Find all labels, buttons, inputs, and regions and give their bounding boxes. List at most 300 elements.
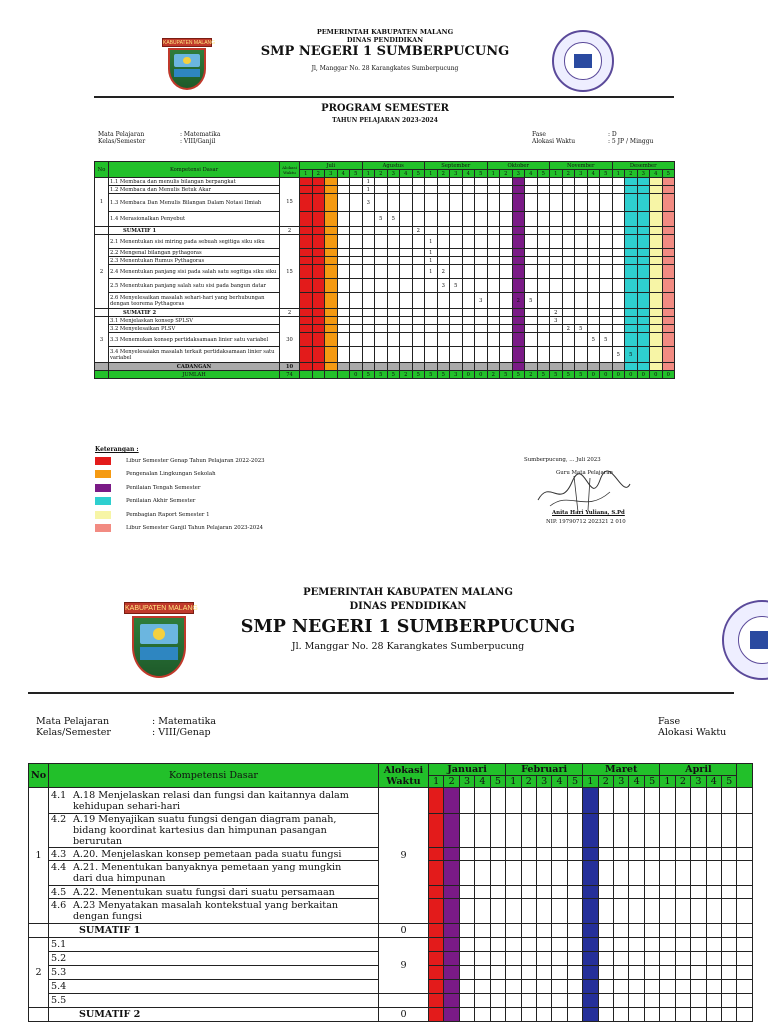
week-cell	[691, 814, 706, 848]
week-cell	[512, 212, 525, 227]
week-cell	[337, 249, 350, 257]
week-cell	[429, 994, 444, 1008]
week-cell	[537, 212, 550, 227]
week-cell	[598, 924, 613, 938]
week-cell	[512, 265, 525, 279]
week-cell: 5	[612, 347, 625, 363]
week-cell	[412, 257, 425, 265]
week-cell: 2	[550, 309, 563, 317]
week-cell	[521, 1008, 536, 1022]
extra-cell	[737, 788, 753, 814]
sign-place: Sumberpucung, ... Juli 2023	[524, 457, 601, 463]
kd-cell: 1.4 Merasionalkan Penyebut	[109, 212, 280, 227]
week-cell	[300, 293, 313, 309]
school-name-2: SMP NEGERI 1 SUMBERPUCUNG	[240, 617, 576, 637]
week-cell	[400, 265, 413, 279]
school-seal-logo-2	[722, 600, 768, 680]
alokasi-cell: 15	[280, 178, 300, 227]
week-cell	[722, 886, 737, 899]
week-cell	[536, 938, 551, 952]
week-cell	[706, 788, 721, 814]
week-cell	[412, 279, 425, 293]
week-cell	[644, 814, 659, 848]
week-cell	[462, 235, 475, 249]
alokasi-cell: 9	[379, 788, 429, 924]
week-cell	[650, 186, 663, 194]
week-cell	[706, 861, 721, 886]
week-cell	[600, 347, 613, 363]
week-cell	[487, 333, 500, 347]
week-cell	[575, 212, 588, 227]
week-cell	[600, 227, 613, 235]
school-address: Jl, Manggar No. 28 Karangkates Sumberpucung	[311, 65, 459, 72]
week-cell	[444, 938, 459, 952]
week-cell	[562, 363, 575, 371]
kd-number: 4.1	[51, 789, 67, 801]
week-cell: 2	[437, 265, 450, 279]
week-number: 4	[462, 170, 475, 178]
week-cell	[337, 309, 350, 317]
week-cell: 2	[412, 227, 425, 235]
jumlah-week: 0	[350, 371, 363, 379]
week-cell	[537, 265, 550, 279]
week-cell	[583, 848, 598, 861]
week-cell	[444, 966, 459, 980]
week-cell	[300, 186, 313, 194]
week-cell	[337, 317, 350, 325]
week-cell	[562, 265, 575, 279]
week-cell	[562, 279, 575, 293]
week-cell	[550, 178, 563, 186]
week-cell	[444, 952, 459, 966]
week-cell	[487, 279, 500, 293]
sign-name: Anita Hari Yuliana, S.Pd	[552, 510, 625, 516]
week-number: 1	[583, 776, 598, 788]
alokasi-cell: 30	[280, 317, 300, 363]
week-cell	[521, 788, 536, 814]
week-cell: 3	[437, 279, 450, 293]
table-row	[95, 279, 675, 293]
week-cell	[521, 952, 536, 966]
week-cell	[583, 952, 598, 966]
week-cell	[662, 194, 675, 212]
week-cell	[550, 194, 563, 212]
week-cell	[691, 886, 706, 899]
week-cell	[425, 212, 438, 227]
week-cell	[412, 212, 425, 227]
jumlah-week: 5	[425, 371, 438, 379]
table-row	[95, 317, 675, 325]
header-divider	[94, 96, 674, 98]
week-cell	[425, 309, 438, 317]
week-cell	[512, 194, 525, 212]
week-cell	[537, 363, 550, 371]
week-cell	[475, 980, 490, 994]
week-cell	[475, 899, 490, 924]
week-cell	[300, 325, 313, 333]
week-number: 5	[490, 776, 505, 788]
week-cell	[412, 194, 425, 212]
week-cell	[412, 249, 425, 257]
week-cell	[660, 814, 675, 848]
week-cell	[562, 309, 575, 317]
week-cell	[650, 249, 663, 257]
week-cell	[637, 186, 650, 194]
week-cell	[662, 309, 675, 317]
week-cell	[400, 257, 413, 265]
kd-number: 4.4	[51, 862, 67, 873]
week-cell	[462, 249, 475, 257]
week-cell	[629, 966, 644, 980]
week-cell	[550, 235, 563, 249]
legend-swatch	[95, 457, 111, 465]
kelas-label-2: Kelas/Semester	[36, 727, 111, 738]
week-cell	[562, 347, 575, 363]
kd-cell	[49, 861, 379, 886]
week-cell	[550, 325, 563, 333]
week-cell	[362, 317, 375, 325]
week-cell	[550, 265, 563, 279]
kd-text: A.21. Menentukan banyaknya pemetaan yang mungkin dari dua himpunan	[73, 862, 342, 884]
week-cell	[583, 788, 598, 814]
week-cell	[350, 186, 363, 194]
week-cell	[587, 178, 600, 186]
week-cell	[660, 848, 675, 861]
week-cell	[312, 194, 325, 212]
jumlah-week: 5	[562, 371, 575, 379]
week-cell: 1	[362, 178, 375, 186]
alokasi-label-2: Alokasi Waktu	[658, 727, 727, 738]
week-cell	[487, 325, 500, 333]
week-cell	[462, 333, 475, 347]
kd-number: 4.3	[51, 848, 67, 860]
sumatif-label: SUMATIF 2	[109, 309, 280, 317]
week-cell	[550, 363, 563, 371]
week-cell	[400, 293, 413, 309]
week-cell	[650, 227, 663, 235]
week-cell	[660, 1008, 675, 1022]
week-cell	[567, 899, 582, 924]
kelas-label: Kelas/Semester	[98, 138, 146, 145]
week-cell	[350, 265, 363, 279]
week-cell	[637, 309, 650, 317]
week-cell	[337, 212, 350, 227]
week-cell	[675, 788, 690, 814]
week-cell	[462, 265, 475, 279]
legend-swatch	[95, 524, 111, 532]
month-header: Februari	[506, 764, 583, 776]
week-cell	[487, 178, 500, 186]
week-cell	[444, 861, 459, 886]
week-cell	[506, 886, 521, 899]
week-cell	[459, 1008, 474, 1022]
kd-number: 4.5	[51, 886, 67, 898]
week-cell	[350, 333, 363, 347]
week-cell	[691, 848, 706, 861]
week-cell	[625, 265, 638, 279]
week-cell	[662, 257, 675, 265]
week-cell	[537, 257, 550, 265]
alokasi-cell: 15	[280, 235, 300, 309]
week-cell	[536, 814, 551, 848]
week-cell	[644, 966, 659, 980]
week-cell	[583, 1008, 598, 1022]
kd-number: 5.1	[49, 938, 379, 952]
week-cell	[706, 980, 721, 994]
week-cell	[450, 194, 463, 212]
week-cell	[437, 186, 450, 194]
header-divider-2	[28, 692, 734, 694]
week-cell	[675, 848, 690, 861]
week-cell	[325, 235, 338, 249]
week-cell	[506, 952, 521, 966]
week-cell	[537, 235, 550, 249]
week-cell	[325, 265, 338, 279]
week-cell	[459, 938, 474, 952]
week-cell	[625, 325, 638, 333]
week-cell	[350, 309, 363, 317]
week-cell	[600, 325, 613, 333]
week-cell	[675, 994, 690, 1008]
week-number: 2	[437, 170, 450, 178]
week-cell	[387, 317, 400, 325]
week-cell	[400, 178, 413, 186]
week-cell	[337, 227, 350, 235]
legend-swatch	[95, 511, 111, 519]
week-cell	[722, 966, 737, 980]
week-number: 3	[637, 170, 650, 178]
week-cell	[437, 212, 450, 227]
week-cell	[575, 279, 588, 293]
kd-cell: 3.1 Menjelaskan konsep SPLSV	[109, 317, 280, 325]
kd-cell: 1.1 Membaca dan menulis bilangan berpangkat	[109, 178, 280, 186]
week-number: 5	[662, 170, 675, 178]
week-number: 3	[512, 170, 525, 178]
week-cell	[400, 186, 413, 194]
week-cell	[362, 279, 375, 293]
week-cell	[312, 309, 325, 317]
week-cell	[350, 235, 363, 249]
kd-cell	[49, 848, 379, 861]
week-cell	[429, 886, 444, 899]
week-cell	[662, 363, 675, 371]
week-cell	[521, 861, 536, 886]
week-cell	[537, 325, 550, 333]
week-cell	[587, 317, 600, 325]
week-cell	[487, 227, 500, 235]
week-cell	[644, 1008, 659, 1022]
row-number: 2	[95, 235, 109, 309]
week-cell	[500, 279, 513, 293]
week-cell	[612, 279, 625, 293]
week-cell	[490, 980, 505, 994]
kd-cell	[49, 886, 379, 899]
week-cell	[350, 363, 363, 371]
month-header: Desember	[612, 162, 675, 170]
week-number: 5	[722, 776, 737, 788]
jumlah-week: 5	[387, 371, 400, 379]
week-cell	[425, 363, 438, 371]
week-cell	[722, 861, 737, 886]
week-cell: 5	[375, 212, 388, 227]
week-cell	[550, 293, 563, 309]
week-cell	[500, 293, 513, 309]
week-cell	[459, 924, 474, 938]
week-cell	[612, 186, 625, 194]
week-cell	[362, 293, 375, 309]
jumlah-week: 0	[637, 371, 650, 379]
jumlah-week: 2	[487, 371, 500, 379]
week-cell: 5	[525, 293, 538, 309]
week-cell	[350, 293, 363, 309]
week-cell	[660, 952, 675, 966]
week-cell	[536, 899, 551, 924]
week-cell	[506, 938, 521, 952]
week-cell	[487, 363, 500, 371]
week-cell	[325, 279, 338, 293]
week-cell	[567, 994, 582, 1008]
week-cell	[675, 980, 690, 994]
week-cell	[598, 1008, 613, 1022]
week-cell	[614, 1008, 629, 1022]
week-cell	[587, 363, 600, 371]
week-cell: 5	[625, 347, 638, 363]
week-cell	[475, 279, 488, 293]
kd-text: A.20. Menjelaskan konsep pemetaan pada suatu fungsi	[73, 848, 342, 860]
week-cell	[462, 279, 475, 293]
week-cell	[536, 924, 551, 938]
week-cell: 1	[425, 265, 438, 279]
week-cell	[400, 227, 413, 235]
week-cell	[644, 924, 659, 938]
week-number: 2	[625, 170, 638, 178]
col-alokasi	[379, 764, 429, 788]
month-header: November	[550, 162, 613, 170]
week-cell	[475, 265, 488, 279]
kd-number: 5.5	[49, 994, 379, 1008]
week-cell	[650, 194, 663, 212]
week-cell	[362, 325, 375, 333]
week-cell	[444, 886, 459, 899]
week-cell	[362, 333, 375, 347]
week-cell	[612, 249, 625, 257]
week-cell	[350, 257, 363, 265]
week-cell: 1	[425, 257, 438, 265]
sumatif-row	[29, 924, 753, 938]
week-cell	[337, 333, 350, 347]
week-cell	[387, 347, 400, 363]
week-cell	[459, 899, 474, 924]
week-cell	[459, 848, 474, 861]
week-cell	[552, 938, 567, 952]
week-cell	[475, 952, 490, 966]
mapel-label-2: Mata Pelajaran	[36, 716, 110, 727]
week-cell	[475, 194, 488, 212]
alokasi-label: Alokasi Waktu	[532, 138, 576, 145]
week-cell	[387, 363, 400, 371]
week-cell	[512, 309, 525, 317]
fase-value: : D	[608, 131, 617, 138]
week-cell	[660, 788, 675, 814]
week-number: 5	[412, 170, 425, 178]
week-cell	[525, 347, 538, 363]
week-cell	[412, 235, 425, 249]
week-cell	[706, 848, 721, 861]
kd-cell	[49, 788, 379, 814]
week-cell	[562, 257, 575, 265]
week-number: 3	[614, 776, 629, 788]
week-cell	[722, 788, 737, 814]
week-cell	[583, 861, 598, 886]
school-name: SMP NEGERI 1 SUMBERPUCUNG	[260, 44, 510, 59]
week-cell	[312, 178, 325, 186]
week-cell	[625, 363, 638, 371]
table-row	[95, 325, 675, 333]
week-cell	[587, 257, 600, 265]
week-cell	[600, 235, 613, 249]
week-cell	[562, 178, 575, 186]
week-cell	[552, 994, 567, 1008]
week-cell	[612, 227, 625, 235]
week-cell	[487, 293, 500, 309]
week-cell	[512, 363, 525, 371]
week-cell	[691, 938, 706, 952]
week-cell	[375, 347, 388, 363]
week-cell	[722, 1008, 737, 1022]
week-cell	[612, 257, 625, 265]
week-cell	[437, 194, 450, 212]
week-cell	[550, 249, 563, 257]
week-cell	[506, 1008, 521, 1022]
week-cell	[625, 249, 638, 257]
week-cell	[552, 788, 567, 814]
week-cell	[475, 347, 488, 363]
week-cell	[567, 938, 582, 952]
week-cell	[325, 257, 338, 265]
week-cell	[598, 994, 613, 1008]
week-cell	[600, 194, 613, 212]
week-cell	[662, 333, 675, 347]
week-cell	[400, 194, 413, 212]
legend-text: Libur Semester Ganjil Tahun Pelajaran 2023-2024	[126, 525, 264, 531]
week-cell	[660, 938, 675, 952]
week-cell	[362, 265, 375, 279]
week-cell	[462, 257, 475, 265]
week-number: 1	[300, 170, 313, 178]
week-cell	[387, 333, 400, 347]
week-cell	[612, 333, 625, 347]
week-cell	[625, 178, 638, 186]
week-cell	[325, 194, 338, 212]
week-cell	[587, 212, 600, 227]
week-cell	[512, 257, 525, 265]
week-cell	[637, 279, 650, 293]
week-number: 4	[475, 776, 490, 788]
week-cell	[660, 899, 675, 924]
week-cell	[598, 938, 613, 952]
week-cell	[583, 980, 598, 994]
week-cell	[562, 212, 575, 227]
kd-cell: 2.4 Menentukan panjang sisi pada salah satu segitiga siku siku	[109, 265, 280, 279]
gov-name-2: PEMERINTAH KABUPATEN MALANG	[303, 587, 513, 598]
jumlah-label: JUMLAH	[109, 371, 280, 379]
week-number: 2	[312, 170, 325, 178]
week-cell	[650, 309, 663, 317]
week-cell	[387, 293, 400, 309]
week-cell	[459, 952, 474, 966]
alokasi-cell: 2	[280, 227, 300, 235]
week-cell	[450, 227, 463, 235]
